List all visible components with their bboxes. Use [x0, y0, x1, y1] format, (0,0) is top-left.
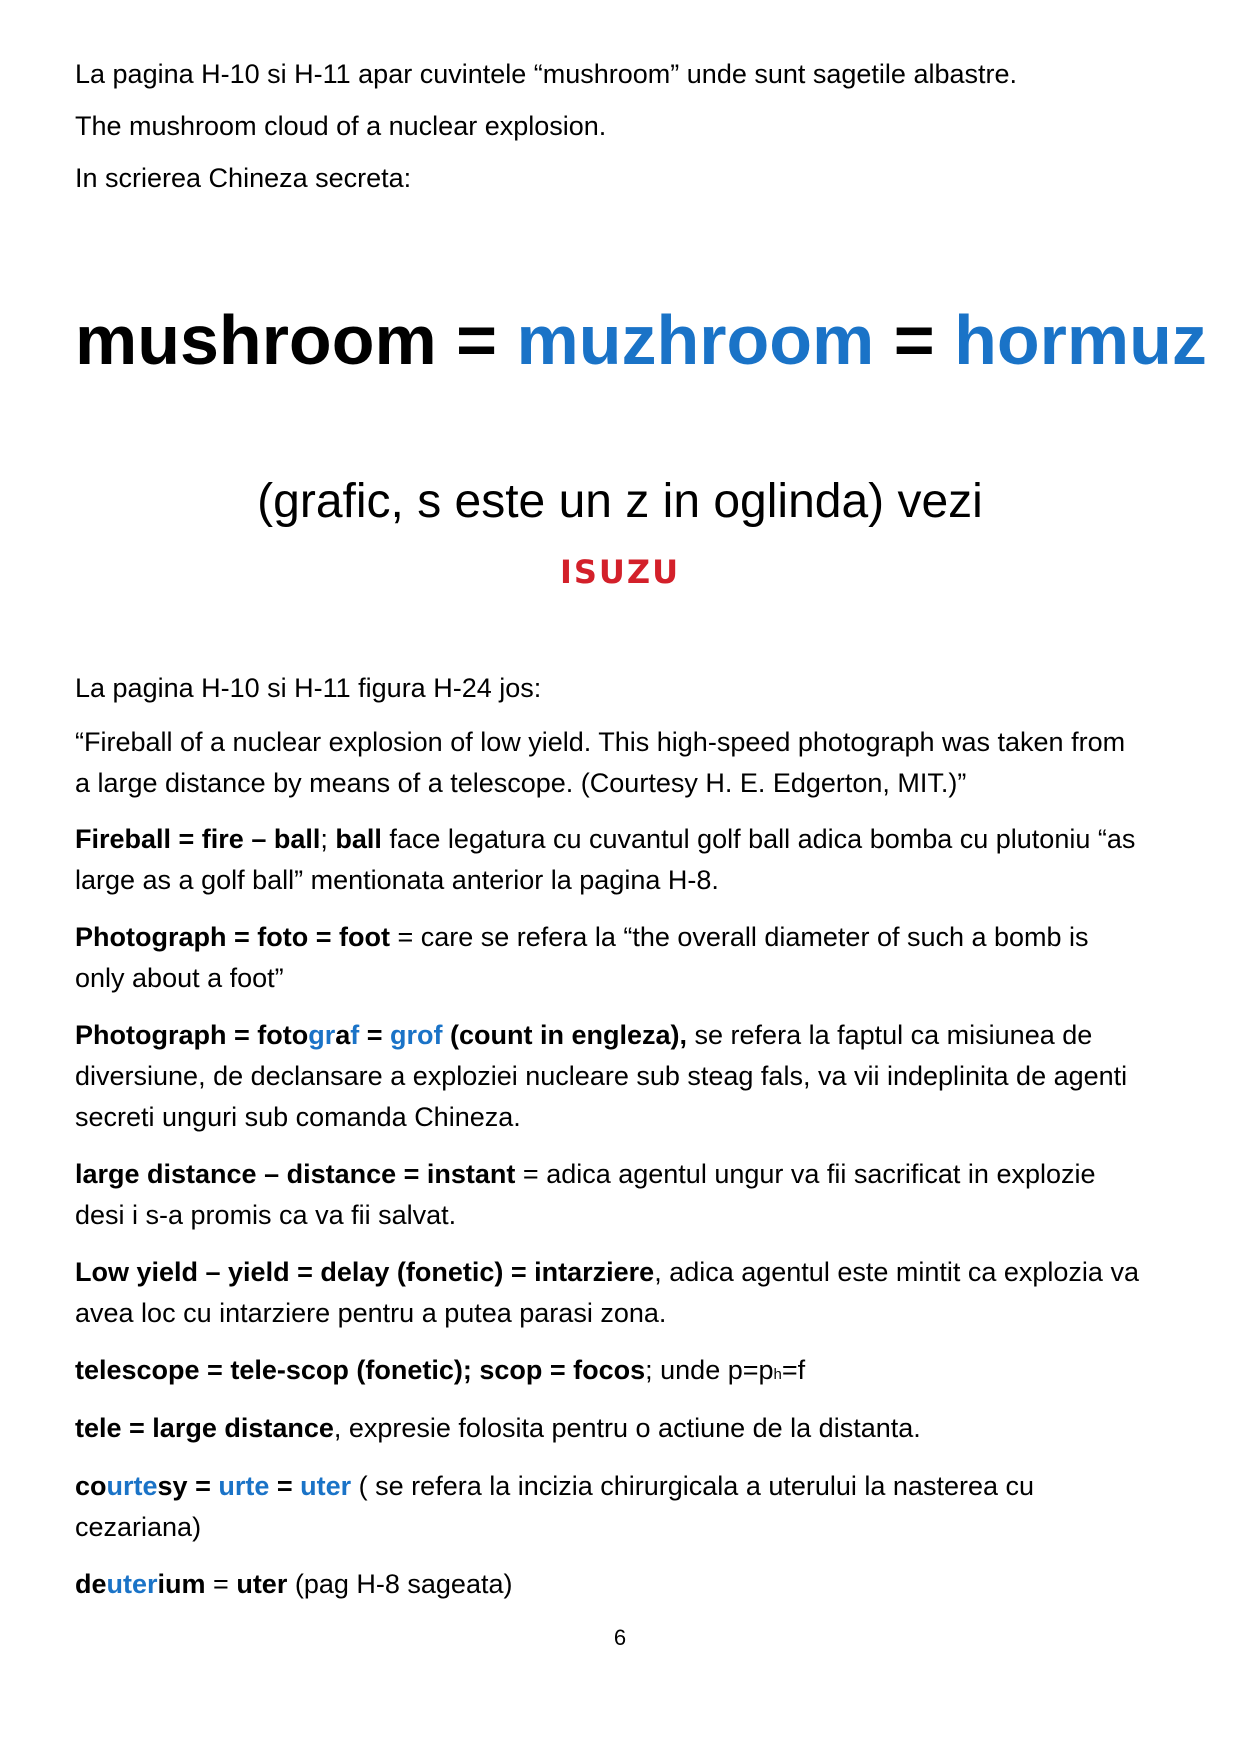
item-photograph-grof: Photograph = fotograf = grof (count in engleza), se refera la faptul ca misiunea de diversiune, de declansare a exploziei nucleare sub steag fals, va vii indeplinita de agenti secreti unguri sub comanda Chineza. — [75, 1020, 1128, 1132]
item-courtesy: courtesy = urte = uter ( se refera la incizia chirurgicala a uterului la nasterea cu cezariana) — [75, 1471, 1035, 1542]
item-photograph-foot: Photograph = foto = foot = care se refera la “the overall diameter of such a bomb is only about a foot” — [75, 922, 1089, 993]
intro-line-3: In scrierea Chineza secreta: — [75, 163, 412, 193]
headline-word-3: hormuz — [954, 301, 1207, 379]
headline-word-2: muzhroom — [516, 301, 875, 379]
headline — [75, 295, 1207, 385]
headline-word-1: mushroom — [75, 301, 437, 379]
subline: (grafic, s este un z in oglinda) vezi — [257, 475, 983, 528]
item-deuterium: deuterium = uter (pag H-8 sageata) — [75, 1569, 513, 1599]
isuzu-logo-text: ISUZU — [559, 554, 681, 588]
item-tele: tele = large distance, expresie folosita pentru o actiune de la distanta. — [75, 1413, 921, 1443]
figure-caption-quote: “Fireball of a nuclear explosion of low yield. This high-speed photograph was taken from a large distance by means of a telescope. (Courtesy H. E. Edgerton, MIT.)” — [75, 727, 1126, 798]
item-telescope: telescope = tele-scop (fonetic); scop = focos; unde p=ph=f — [75, 1355, 806, 1385]
intro-line-1: La pagina H-10 si H-11 apar cuvintele “mushroom” unde sunt sagetile albastre. — [75, 59, 1018, 89]
isuzu-logo — [552, 554, 688, 588]
item-low-yield: Low yield – yield = delay (fonetic) = intarziere, adica agentul este mintit ca explozia va avea loc cu intarziere pentru a putea parasi zona. — [75, 1257, 1139, 1328]
headline-equals-2: = — [893, 301, 935, 379]
page-number: 6 — [613, 1625, 627, 1650]
intro-line-2: The mushroom cloud of a nuclear explosion. — [75, 111, 607, 141]
headline-equals-1: = — [456, 301, 498, 379]
item-fireball: Fireball = fire – ball; ball face legatura cu cuvantul golf ball adica bomba cu plutoniu “as large as a golf ball” mentionata anterior la pagina H-8. — [75, 824, 1136, 895]
section-intro: La pagina H-10 si H-11 figura H-24 jos: — [75, 673, 542, 703]
item-large-distance: large distance – distance = instant = adica agentul ungur va fii sacrificat in explozie desi i s-a promis ca va fii salvat. — [75, 1159, 1096, 1230]
